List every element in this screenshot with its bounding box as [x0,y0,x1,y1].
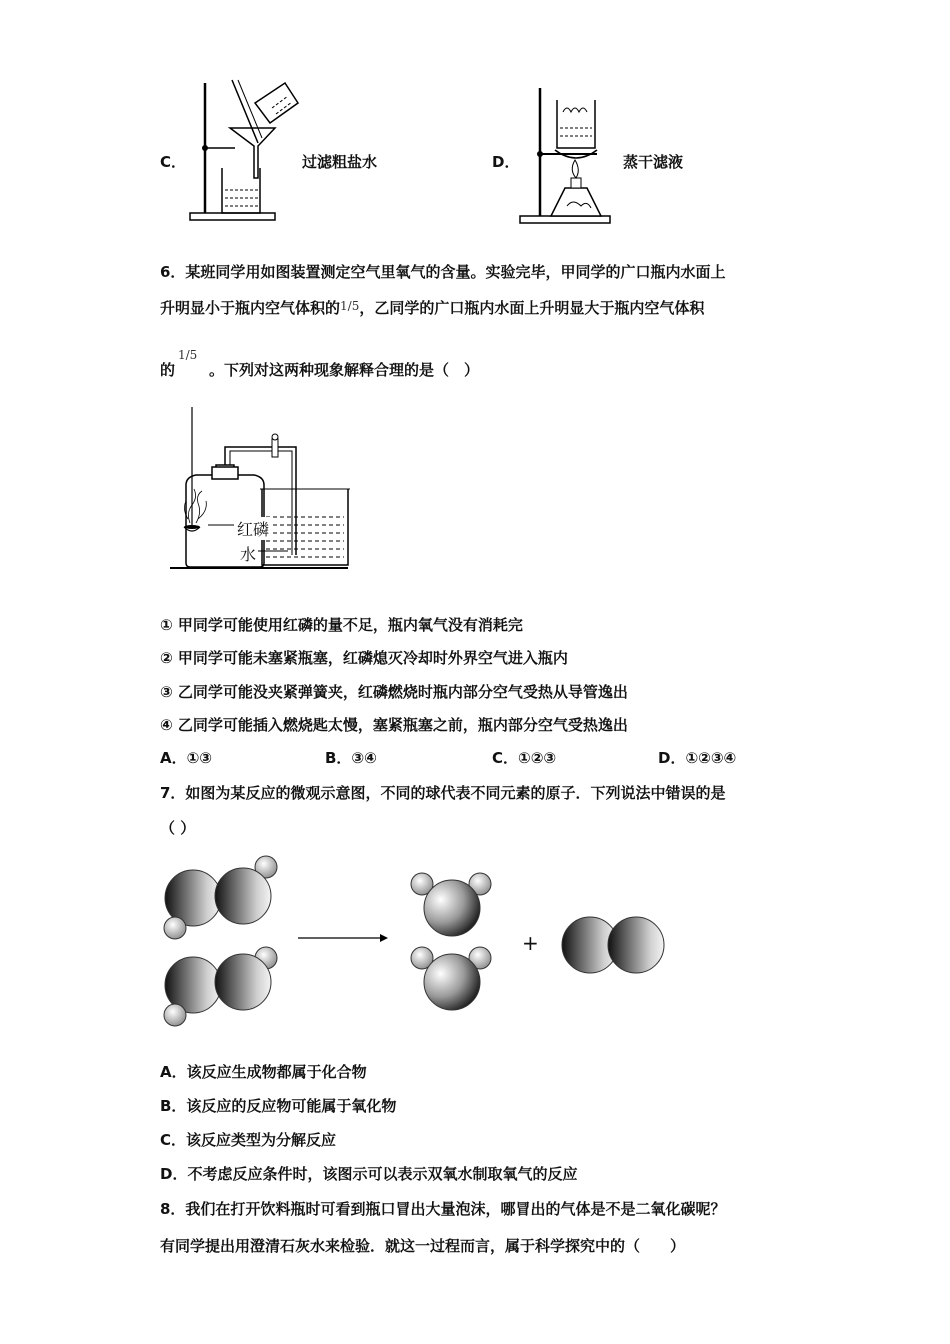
option-c-label: C． [160,153,187,171]
q6-stem-line2-end: ，乙同学的广口瓶内水面上升明显大于瓶内空气体积 [359,299,705,317]
q7-option-a[interactable]: A．该反应生成物都属于化合物 [160,1063,367,1081]
q7-option-c[interactable]: C．该反应类型为分解反应 [160,1131,337,1149]
plus-sign: + [522,931,539,955]
q7-option-d[interactable]: D．不考虑反应条件时，该图示可以表示双氧水制取氧气的反应 [160,1165,578,1183]
q6-option-a[interactable]: A．①③ [160,749,213,767]
q6-stem-line3 [160,360,479,380]
fraction-one-fifth-2: 1/5 [178,348,198,362]
q6-stem-line3-start: 的 [160,361,176,379]
q6-option-d[interactable]: D．①②③④ [658,749,737,767]
q6-statement-3: ③ 乙同学可能没夹紧弹簧夹，红磷燃烧时瓶内部分空气受热从导管逸出 [160,683,628,701]
q8-stem-line2: 有同学提出用澄清石灰水来检验．就这一过程而言，属于科学探究中的（ ） [160,1237,686,1255]
reaction-microscopic-diagram [158,850,678,1035]
option-d-caption: 蒸干滤液 [623,153,684,171]
q6-statement-2: ② 甲同学可能未塞紧瓶塞，红磷熄灭冷却时外界空气进入瓶内 [160,649,568,667]
product-oxygen-atom-right [608,917,664,973]
label-water: 水 [240,542,256,565]
reactant2-small-atom-bottom [164,1004,186,1026]
q6-stem-line1: 6．某班同学用如图装置测定空气里氧气的含量。实验完毕，甲同学的广口瓶内水面上 [160,263,726,281]
q8-stem-line1: 8．我们在打开饮料瓶时可看到瓶口冒出大量泡沫，哪冒出的气体是不是二氧化碳呢？ [160,1200,726,1218]
q6-stem-line2-start: 升明显小于瓶内空气体积的 [160,299,341,317]
q7-stem-line2: （ ） [160,819,196,837]
evaporation-apparatus-figure [515,88,615,228]
q6-stem-line3-end: 。下列对这两种现象解释合理的是（ ） [209,361,480,379]
oxygen-measurement-apparatus-figure [168,405,353,575]
q6-statement-1: ① 甲同学可能使用红磷的量不足，瓶内氧气没有消耗完 [160,616,523,634]
q6-statement-4: ④ 乙同学可能插入燃烧匙太慢，塞紧瓶塞之前，瓶内部分空气受热逸出 [160,716,628,734]
q6-option-b[interactable]: B．③④ [325,749,377,767]
reactant1-small-atom-bottom [164,917,186,939]
fraction-one-fifth: 1/5 [340,299,360,313]
q7-option-b[interactable]: B．该反应的反应物可能属于氧化物 [160,1097,397,1115]
q6-option-c[interactable]: C．①②③ [492,749,557,767]
product-water1-big-atom [424,880,480,936]
reactant1-big-atom-right [215,868,271,924]
label-red-phosphorus: 红磷 [236,517,270,540]
q7-stem-line1: 7．如图为某反应的微观示意图，不同的球代表不同元素的原子．下列说法中错误的是 [160,784,726,802]
option-c-caption: 过滤粗盐水 [302,153,378,171]
option-d-label: D． [492,153,520,171]
reactant2-big-atom-right [215,954,271,1010]
filtration-apparatus-figure [180,78,290,228]
product-water2-big-atom [424,954,480,1010]
q6-stem-line2 [160,298,704,319]
